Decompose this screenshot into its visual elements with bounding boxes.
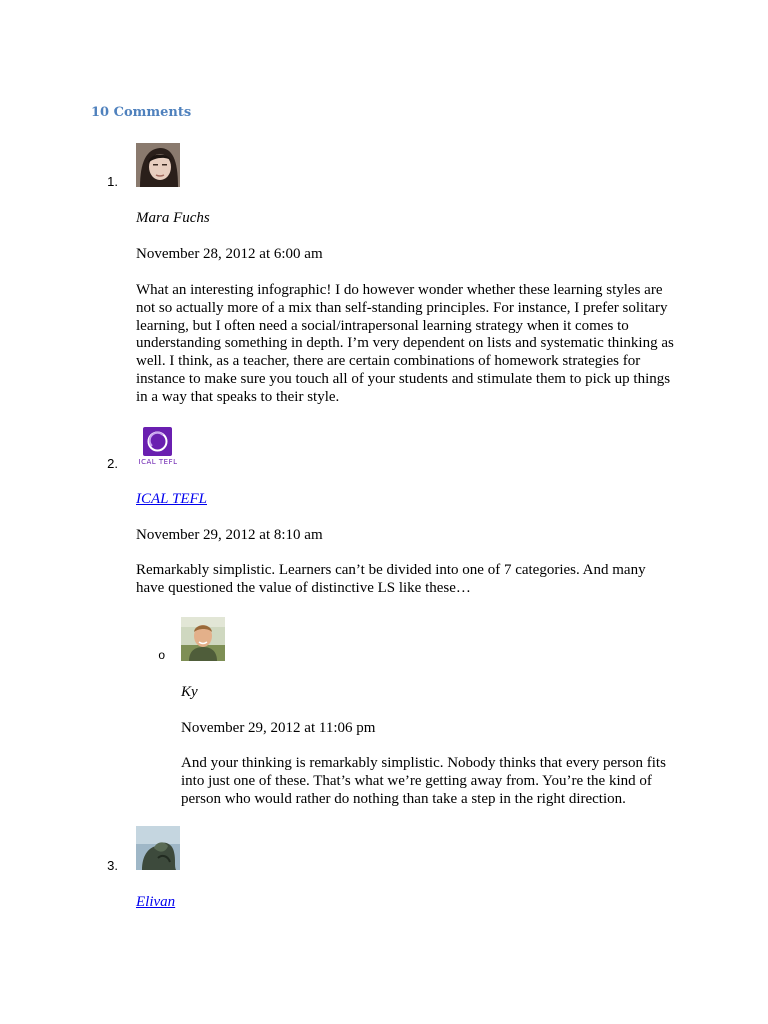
- woman-portrait-avatar-icon: [136, 143, 180, 187]
- comment-date: November 29, 2012 at 8:10 am: [136, 527, 323, 543]
- ical-tefl-logo-icon: [136, 424, 180, 468]
- comment-date: November 29, 2012 at 11:06 pm: [181, 720, 376, 736]
- list-marker: 3.: [107, 858, 118, 873]
- man-portrait-avatar-icon: [181, 617, 225, 661]
- statue-avatar-icon: [136, 826, 180, 870]
- comment-text: What an interesting infographic! I do however wonder whether these learning styles are not so actually more of a mix than self-standing principles. For instance, I prefer solitary learning, but I often need a social/intrapersonal learning strategy when it comes to understanding something in depth. I’m very dependent on lists and systematic thinking as well. I think, as a teacher, there are certain combinations of homework strategies for instance to make sure you touch all of your students and stimulate them to pick up things in a way that speaks to their style.: [136, 282, 674, 405]
- comment-author: Ky: [181, 684, 198, 700]
- list-marker: 2.: [107, 456, 118, 471]
- comment-text: Remarkably simplistic. Learners can’t be divided into one of 7 categories. And many have questioned the value of distinctive LS like these…: [136, 562, 646, 596]
- comment-author-link[interactable]: ICAL TEFL: [136, 491, 207, 507]
- ical-tefl-logo-text: ICAL TEFL: [138, 458, 178, 466]
- comments-heading: 10 Comments: [91, 105, 192, 120]
- comment-author: Mara Fuchs: [136, 210, 210, 226]
- comment-text: And your thinking is remarkably simplistic. Nobody thinks that every person fits into just one of these. That’s what we’re getting away from. You’re the kind of person who would rather do nothing than take a step in the right direction.: [181, 755, 666, 807]
- comment-author-link[interactable]: Elivan: [136, 894, 176, 910]
- list-marker: o: [158, 648, 165, 662]
- comment-date: November 28, 2012 at 6:00 am: [136, 246, 323, 262]
- list-marker: 1.: [107, 174, 118, 189]
